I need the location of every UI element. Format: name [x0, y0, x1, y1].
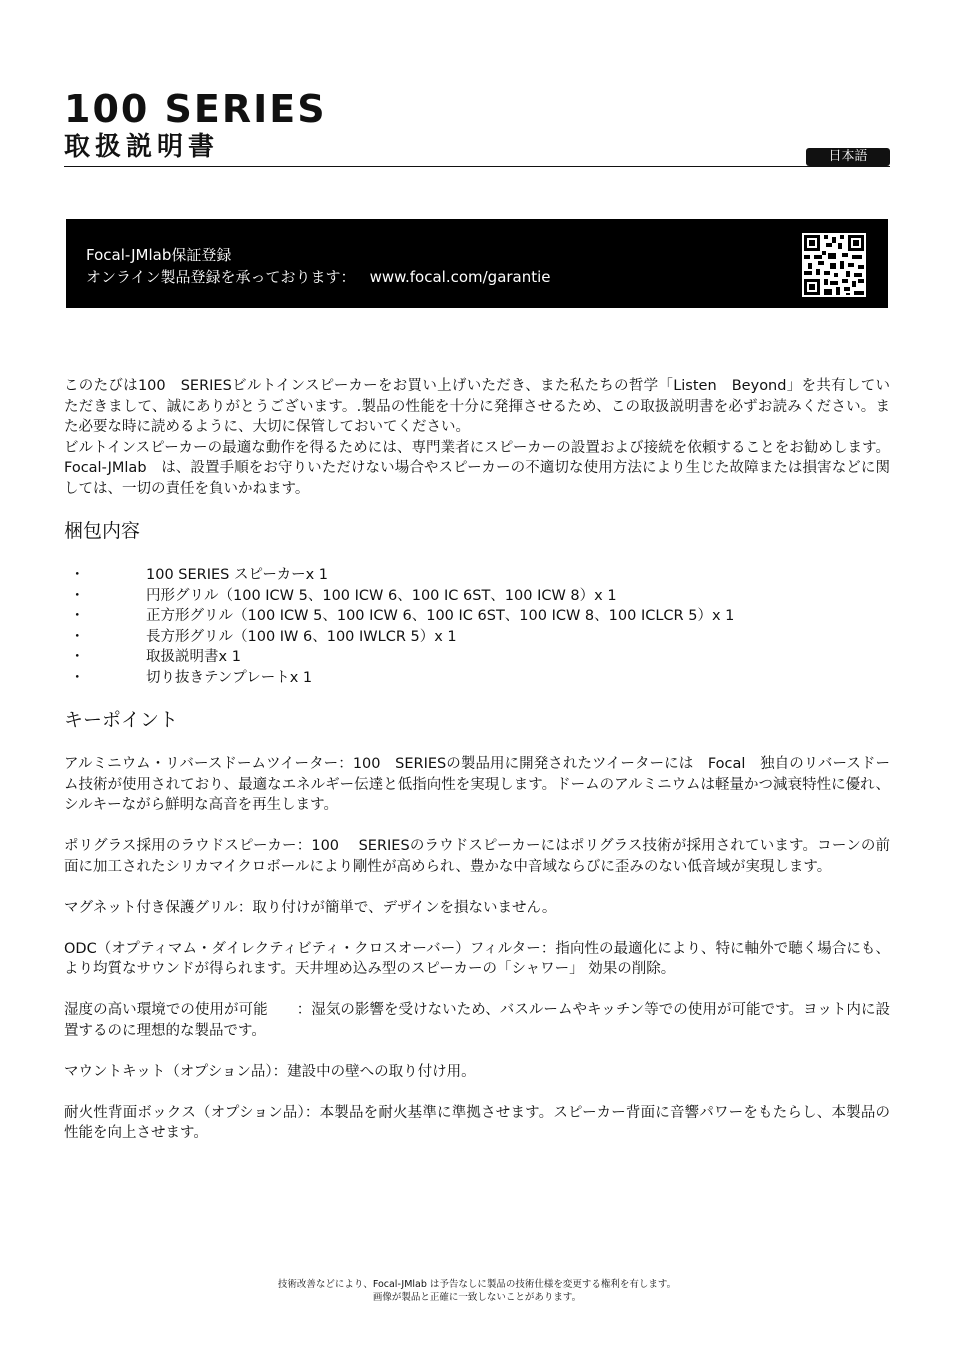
bullet: ・: [70, 567, 85, 583]
feature-paragraph: マグネット付き保護グリル：取り付けが簡単で、デザインを損ないません。: [64, 899, 557, 916]
header: [64, 88, 890, 164]
language-badge: 日本語: [806, 148, 890, 166]
package-contents-list: [64, 565, 890, 688]
footer-line: 技術改善などにより、Focal-JMlab は予告なしに製品の技術仕様を変更する権利を有します。: [277, 1279, 677, 1290]
feature-paragraph: ポリグラス採用のラウドスピーカー：100 SERIESのラウドスピーカーにはポリグラス技術が採用されています。コーンの前面に加工されたシリカマイクロボールにより剛性が高められ、豊かな中音域ならびに歪みのない低音域が実現します。: [64, 838, 890, 875]
registration-label: オンライン製品登録を承っております：: [86, 268, 356, 286]
intro-paragraph: ビルトインスピーカーの最適な動作を得るためには、専門業者にスピーカーの設置および接続を依頼することをお勧めします。Focal-JMlab は、設置手順をお守りいただけない場合やスピーカーの不適切な使用方法により生じた故障または損害などに関しては、一切の責任を負いかねます。: [64, 439, 890, 497]
registration-title: Focal-JMlab保証登録: [86, 246, 232, 264]
list-item: ・ 切り抜きテンプレートx 1: [64, 668, 890, 689]
list-item: ・ 取扱説明書x 1: [64, 647, 890, 668]
list-item: ・ 正方形グリル（100 ICW 5、100 ICW 6、100 IC 6ST、100 ICW 8、100 ICLCR 5）x 1: [64, 606, 890, 627]
registration-url[interactable]: www.focal.com/garantie: [369, 268, 551, 286]
intro-paragraph: このたびは100 SERIESビルトインスピーカーをお買い上げいただき、また私たちの哲学「Listen Beyond」を共有していただきまして、誠にありがとうございます。.製品の性能を十分に発揮させるため、この取扱説明書を必ずお読みください。また必要な時に読めるように、大切に保管しておいてください。: [64, 378, 890, 435]
bullet: ・: [70, 649, 85, 665]
registration-banner: [66, 219, 888, 308]
bullet: ・: [70, 628, 85, 645]
package-contents-heading: 梱包内容: [64, 520, 141, 542]
header-divider: [64, 166, 890, 167]
registration-text: [86, 266, 551, 287]
key-points-heading: キーポイント: [64, 709, 179, 731]
list-item: ・ 長方形グリル（100 IW 6、100 IWLCR 5）x 1: [64, 627, 890, 648]
main-content: [64, 376, 890, 1164]
document-title: 取扱説明書: [64, 132, 220, 162]
qr-code-icon: [802, 233, 866, 297]
footer-disclaimer: [0, 1278, 954, 1304]
list-item: ・ 100 SERIES スピーカーx 1: [64, 565, 890, 586]
series-title: 100 SERIES: [64, 87, 327, 131]
list-item: ・ 円形グリル（100 ICW 5、100 ICW 6、100 IC 6ST、100 ICW 8）x 1: [64, 586, 890, 607]
feature-paragraph: マウントキット（オプション品）：建設中の壁への取り付け用。: [64, 1063, 476, 1080]
bullet: ・: [70, 669, 85, 686]
feature-paragraph: 耐火性背面ボックス（オプション品）：本製品を耐火基準に準拠させます。スピーカー背面に音響パワーをもたらし、本製品の性能を向上させます。: [64, 1104, 890, 1141]
feature-paragraph: 湿度の高い環境での使用が可能 ：湿気の影響を受けないため、バスルームやキッチン等での使用が可能です。ヨット内に設置するのに理想的な製品です。: [64, 1002, 890, 1039]
feature-paragraph: ODC（オプティマム・ダイレクティビティ・クロスオーバー）フィルター：指向性の最適化により、特に軸外で聴く場合にも、より均質なサウンドが得られます。天井埋め込み型のスピーカーの「シャワー」 効果の削除。: [64, 940, 890, 977]
bullet: ・: [70, 587, 85, 604]
bullet: ・: [70, 608, 85, 624]
feature-paragraph: アルミニウム・リバースドームツイーター：100 SERIESの製品用に開発されたツイーターには Focal 独自のリバースドーム技術が使用されており、最適なエネルギー伝達と低指向性を実現します。ドームのアルミニウムは軽量かつ減衰特性に優れ、シルキーながら鮮明な高音を再生します。: [64, 756, 890, 813]
footer-line: 画像が製品と正確に一致しないことがあります。: [372, 1292, 582, 1303]
